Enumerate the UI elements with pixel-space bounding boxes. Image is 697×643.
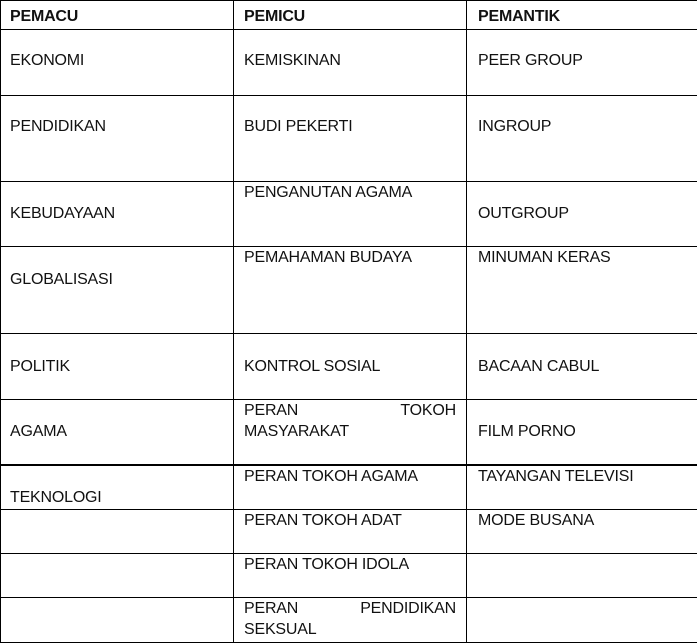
pemantik-cell: PEER GROUP: [478, 52, 583, 69]
pemantik-cell: FILM PORNO: [478, 423, 576, 440]
row-divider: [0, 399, 697, 400]
pemicu-cell: KONTROL SOSIAL: [244, 358, 381, 375]
pemacu-cell: EKONOMI: [10, 52, 85, 69]
row-divider: [0, 181, 697, 182]
pemicu-cell-justified: [244, 600, 456, 618]
pemantik-cell: BACAAN CABUL: [478, 358, 600, 375]
row-divider: [0, 29, 697, 30]
pemantik-cell: TAYANGAN TELEVISI: [478, 468, 634, 485]
pemacu-cell: TEKNOLOGI: [10, 489, 102, 506]
row-divider: [0, 333, 697, 334]
row-divider: [0, 95, 697, 96]
pemacu-cell: POLITIK: [10, 358, 70, 375]
pemacu-cell: AGAMA: [10, 423, 67, 440]
pemicu-cell: PERAN TOKOH AGAMA: [244, 468, 418, 485]
pemicu-word: TOKOH: [400, 402, 456, 419]
pemantik-cell: INGROUP: [478, 118, 552, 135]
pemicu-cell: PERAN TOKOH ADAT: [244, 512, 402, 529]
pemantik-cell: OUTGROUP: [478, 205, 569, 222]
row-divider: [0, 509, 697, 510]
pemicu-cell: MASYARAKAT: [244, 423, 349, 440]
row-divider: [0, 464, 697, 466]
row-divider: [0, 246, 697, 247]
pemicu-word: PENDIDIKAN: [360, 600, 456, 617]
table-border-top: [0, 0, 697, 1]
pemicu-cell: KEMISKINAN: [244, 52, 341, 69]
column-divider: [233, 0, 234, 643]
header-pemantik: PEMANTIK: [478, 8, 560, 25]
pemicu-word: PERAN: [244, 600, 299, 617]
table-border-left: [0, 0, 1, 643]
pemicu-cell: PEMAHAMAN BUDAYA: [244, 249, 412, 266]
pemicu-cell: PERAN TOKOH IDOLA: [244, 556, 409, 573]
header-pemacu: PEMACU: [10, 8, 79, 25]
pemicu-word: PERAN: [244, 402, 299, 419]
row-divider: [0, 597, 697, 598]
header-pemicu: PEMICU: [244, 8, 306, 25]
pemicu-cell-justified: [244, 402, 456, 420]
pemacu-cell: PENDIDIKAN: [10, 118, 106, 135]
pemantik-cell: MINUMAN KERAS: [478, 249, 611, 266]
column-divider: [466, 0, 467, 643]
pemicu-cell: BUDI PEKERTI: [244, 118, 353, 135]
pemacu-cell: KEBUDAYAAN: [10, 205, 115, 222]
pemicu-cell: PENGANUTAN AGAMA: [244, 184, 413, 201]
pemacu-cell: GLOBALISASI: [10, 271, 113, 288]
pemicu-cell: SEKSUAL: [244, 621, 317, 638]
pemantik-cell: MODE BUSANA: [478, 512, 595, 529]
row-divider: [0, 553, 697, 554]
